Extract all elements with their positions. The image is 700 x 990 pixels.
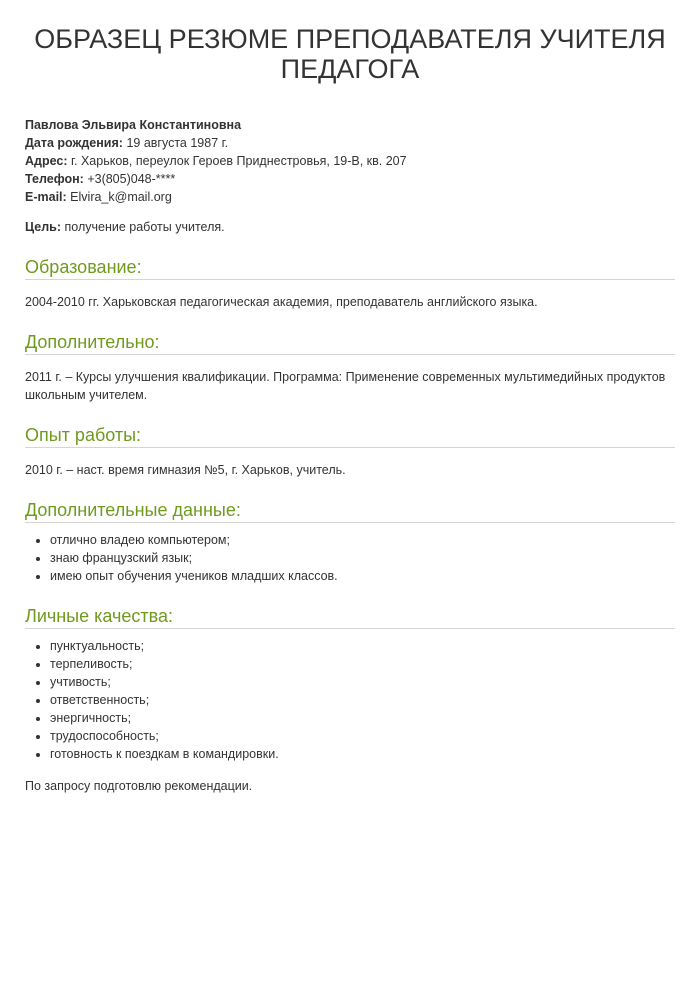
- email-row: [25, 188, 675, 206]
- birth-date-value: 19 августа 1987 г.: [126, 136, 229, 150]
- email-value: Elvira_k@mail.org: [70, 190, 172, 204]
- birth-date-label: Дата рождения:: [25, 136, 123, 150]
- phone-label: Телефон:: [25, 172, 84, 186]
- section-text: 2004-2010 гг. Харьковская педагогическая академия, преподаватель английского языка.: [25, 295, 538, 309]
- list-item: • энергичность;: [50, 709, 675, 727]
- phone-row: [25, 170, 675, 188]
- section-extra: [25, 499, 675, 585]
- section-heading: Дополнительно:: [25, 331, 675, 355]
- footer-note: По запросу подготовлю рекомендации.: [25, 779, 253, 793]
- list-item: • ответственность;: [50, 691, 675, 709]
- section-additional: [25, 331, 675, 404]
- goal-label: Цель:: [25, 220, 62, 234]
- list-item: • учтивость;: [50, 673, 675, 691]
- address-value: г. Харьков, переулок Героев Приднестровья, 19-В, кв. 207: [70, 154, 407, 168]
- section-experience: [25, 424, 675, 479]
- list-item: • готовность к поездкам в командировки.: [50, 745, 675, 763]
- full-name: Павлова Эльвира Константиновна: [25, 118, 242, 132]
- list-item: • имею опыт обучения учеников младших классов.: [50, 567, 675, 585]
- email-label: E-mail:: [25, 190, 67, 204]
- goal-row: [25, 218, 675, 236]
- phone-value: +3(805)048-****: [87, 172, 176, 186]
- list-item: • отлично владею компьютером;: [50, 531, 675, 549]
- list-item: • пунктуальность;: [50, 637, 675, 655]
- section-education: [25, 256, 675, 311]
- goal-value: получение работы учителя.: [64, 220, 225, 234]
- section-text: 2011 г. – Курсы улучшения квалификации. Программа: Применение современных мультимедийных продуктов школьным учителем.: [25, 370, 666, 402]
- address-row: [25, 152, 675, 170]
- section-heading: Личные качества:: [25, 605, 675, 629]
- list-item: • знаю французский язык;: [50, 549, 675, 567]
- contact-block: [25, 116, 675, 206]
- address-label: Адрес:: [25, 154, 68, 168]
- page-title: ОБРАЗЕЦ РЕЗЮМЕ ПРЕПОДАВАТЕЛЯ УЧИТЕЛЯ ПЕДАГОГА: [34, 24, 666, 84]
- list-item: • терпеливость;: [50, 655, 675, 673]
- birth-date-row: [25, 134, 675, 152]
- section-heading: Дополнительные данные:: [25, 499, 675, 523]
- extra-list: [25, 531, 675, 585]
- section-text: 2010 г. – наст. время гимназия №5, г. Харьков, учитель.: [25, 463, 346, 477]
- list-item: • трудоспособность;: [50, 727, 675, 745]
- qualities-list: [25, 637, 675, 763]
- section-heading: Образование:: [25, 256, 675, 280]
- section-qualities: [25, 605, 675, 763]
- section-heading: Опыт работы:: [25, 424, 675, 448]
